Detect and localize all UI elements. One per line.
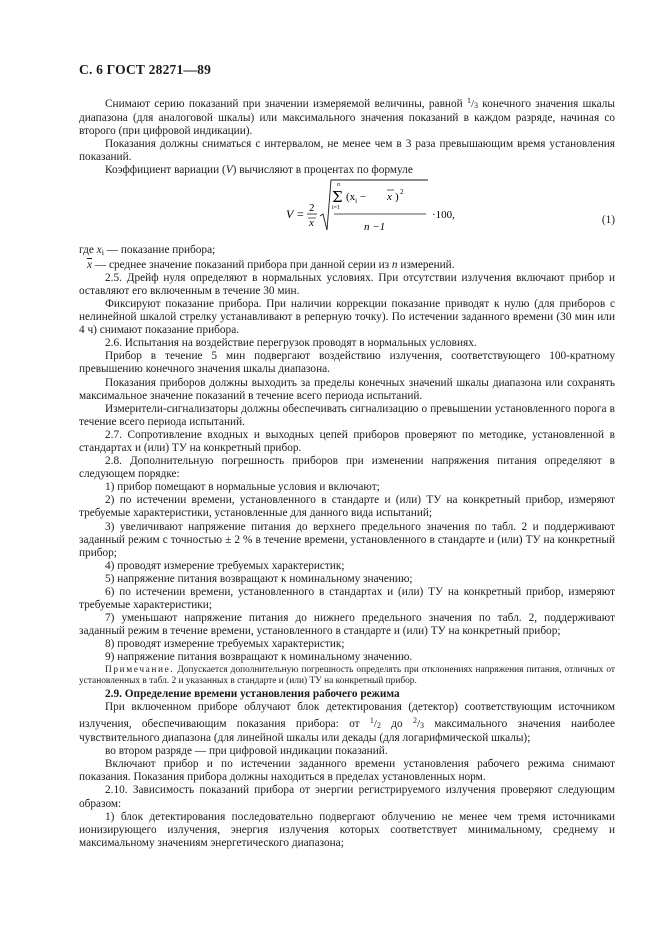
where-line-2 — [79, 259, 615, 272]
fraction-numerator: 2 — [412, 715, 417, 725]
formula-multiplier: ·100, — [432, 208, 455, 221]
text-run: — среднее значение показаний прибора при данной серии из — [92, 258, 392, 271]
paragraph-variation — [79, 164, 615, 177]
formula-denominator: n −1 — [364, 220, 386, 233]
section-2-5: 2.5. Дрейф нуля определяют в нормальных условиях. При отсутствии излучения включают прибор и оставляют его включенным в течение 30 мин. — [79, 271, 615, 297]
note-text: Допускается дополнительную погрешность определять при отклонениях напряжения питания, отличных от установленных в табл. 2 и указанных в стандарте и (или) ТУ на конкретный прибор. — [79, 664, 615, 687]
paragraph-interval: Показания должны сниматься с интервалом, не менее чем в 3 раза превышающим время установления показаний. — [79, 138, 615, 164]
variable-n: n — [391, 258, 398, 271]
formula-den: x — [309, 216, 314, 229]
list-item: 2) по истечении времени, установленного в стандарте и (или) ТУ на конкретный прибор, измеряют требуемые характеристики, установленные для данного вида испытаний; — [79, 494, 615, 520]
equation-number: (1) — [601, 213, 615, 226]
note — [79, 665, 615, 688]
text-run: максимального значения наиболее чувствительного диапазона (для линейной шкалы или декады (для логарифмической шкалы); — [79, 717, 615, 745]
fraction-two-thirds: $^2/_3$ — [412, 715, 424, 730]
sum-lower: i=1 — [332, 204, 341, 211]
variable-v: V — [225, 164, 233, 177]
variable-x: x — [96, 243, 102, 256]
section-2-9-b: во втором разряде — при цифровой индикации показаний. — [105, 745, 388, 758]
term-xbar: x — [387, 190, 392, 203]
formula-num: 2 — [309, 201, 315, 214]
section-2-6-c: Показания приборов должны выходить за пределы конечных значений шкалы диапазона или сохранять максимальное значение показаний в течение всего периода испытаний. — [79, 376, 615, 402]
formula-lhs: V — [286, 206, 294, 221]
list-item: 3) увеличивают напряжение питания до верхнего предельного значения по табл. 2 и поддерживают заданный режим с точностью ± 2 % в течение времени, установленного в стандарте и (или) ТУ на конкретный прибор; — [79, 520, 615, 559]
section-2-9-title: 2.9. Определение времени установления рабочего режима — [105, 687, 400, 700]
text-run: ) вычисляют в процентах по формуле — [232, 164, 413, 177]
text-run: При включенном приборе облучают блок детектирования (детектор) соответствующим источником излучения, обеспечивающим показания прибора: от — [79, 700, 615, 730]
term-open: ($x_i$ − — [346, 190, 367, 205]
formula-1 — [286, 178, 486, 244]
list-item: 7) уменьшают напряжение питания до нижнего предельного значения по табл. 2, поддерживают заданный режим в течение времени, установленного в стандарте и (или) ТУ на конкретный прибор; — [79, 612, 615, 638]
term-close: ) — [395, 190, 399, 203]
list-item: 9) напряжение питания возвращают к номинальному значению. — [105, 651, 413, 664]
term-square: 2 — [400, 187, 404, 196]
sum-symbol: Σ — [332, 187, 343, 206]
section-2-7: 2.7. Сопротивление входных и выходных цепей приборов проверяют по методике, установленной в стандартах и (или) ТУ на конкретный прибор. — [79, 428, 615, 454]
page-header: С. 6 ГОСТ 28271—89 — [79, 62, 212, 77]
text-run: до — [380, 717, 413, 730]
section-2-9-c: Включают прибор и по истечении заданного времени установления рабочего режима снимают показания. Показания прибора должны находиться в пределах установленных норм. — [79, 758, 615, 784]
list-item: 1) прибор помещают в нормальные условия и включают; — [105, 481, 380, 494]
fraction-denominator: 3 — [420, 720, 424, 730]
text-run: где — [79, 243, 97, 256]
text-run: конечного значения шкалы диапазона (для аналоговой шкалы) или максимального значения показаний в каждом разряде, начиная со второго (при цифровой индикации). — [79, 98, 615, 138]
variable-xbar: $\overline{x}$ — [87, 258, 93, 271]
fraction-numerator: 1 — [369, 715, 374, 725]
where-line-1 — [79, 244, 615, 259]
list-item: 6) по истечении времени, установленного в стандартах и (или) ТУ на конкретный прибор, измеряют требуемые характеристики; — [79, 586, 615, 612]
text-run: — показание прибора; — [103, 243, 216, 256]
subscript-i: i — [101, 247, 104, 257]
fraction-denominator: 3 — [474, 101, 478, 110]
fraction-numerator: 1 — [466, 96, 471, 105]
list-item: 5) напряжение питания возвращают к номинальному значению; — [105, 572, 413, 585]
section-2-6: 2.6. Испытания на воздействие перегрузок проводят в нормальных условиях. — [105, 337, 477, 350]
text-run: Снимают серию показаний при значении измеряемой величины, равной — [105, 98, 467, 110]
section-2-6-b: Прибор в течение 5 мин подвергают воздействию излучения, соответствующего 100-кратному превышению конечного значения шкалы диапазона. — [79, 350, 615, 376]
formula-block — [79, 178, 615, 244]
sum-upper: n — [337, 181, 340, 188]
list-item: 4) проводят измерение требуемых характеристик; — [105, 559, 345, 572]
section-2-8: 2.8. Дополнительную погрешность приборов при изменении напряжения питания определяют в следующем порядке: — [79, 455, 615, 481]
paragraph-series — [79, 94, 615, 138]
formula-graphic — [286, 178, 486, 244]
section-2-10: 2.10. Зависимость показаний прибора от энергии регистрируемого излучения проверяют следующим образом: — [79, 784, 615, 810]
fraction-one-half: $^1/_2$ — [369, 715, 381, 730]
section-2-5-b: Фиксируют показание прибора. При наличии коррекции показание приводят к нулю (для приборов с нелинейной шкалой стрелку устанавливают в реперную точку). По истечении заданного времени (30 мин или 4 ч) снимают показание прибора. — [79, 297, 615, 337]
section-2-6-d: Измерители-сигнализаторы должны обеспечивать сигнализацию о превышении установленного порога в течение всего периода испытаний. — [79, 402, 615, 428]
fraction-one-third: $^1/_3$ — [466, 96, 478, 110]
note-label: Примечание. — [105, 664, 175, 675]
document-body — [79, 94, 615, 850]
section-2-9-a — [79, 701, 615, 745]
fraction-denominator: 2 — [376, 720, 381, 730]
text-run: измерений. — [397, 258, 455, 271]
text-run: Коэффициент вариации ( — [105, 164, 226, 177]
formula-eq: = — [297, 206, 304, 221]
list-item: 8) проводят измерение требуемых характеристик; — [105, 638, 345, 651]
section-2-10-a: 1) блок детектирования последовательно подвергают облучению не менее чем тремя источниками ионизирующего излучения, энергия излучения которых соответствует минимальному, среднему и максимальному значениям энергетического диапазона; — [79, 810, 615, 849]
